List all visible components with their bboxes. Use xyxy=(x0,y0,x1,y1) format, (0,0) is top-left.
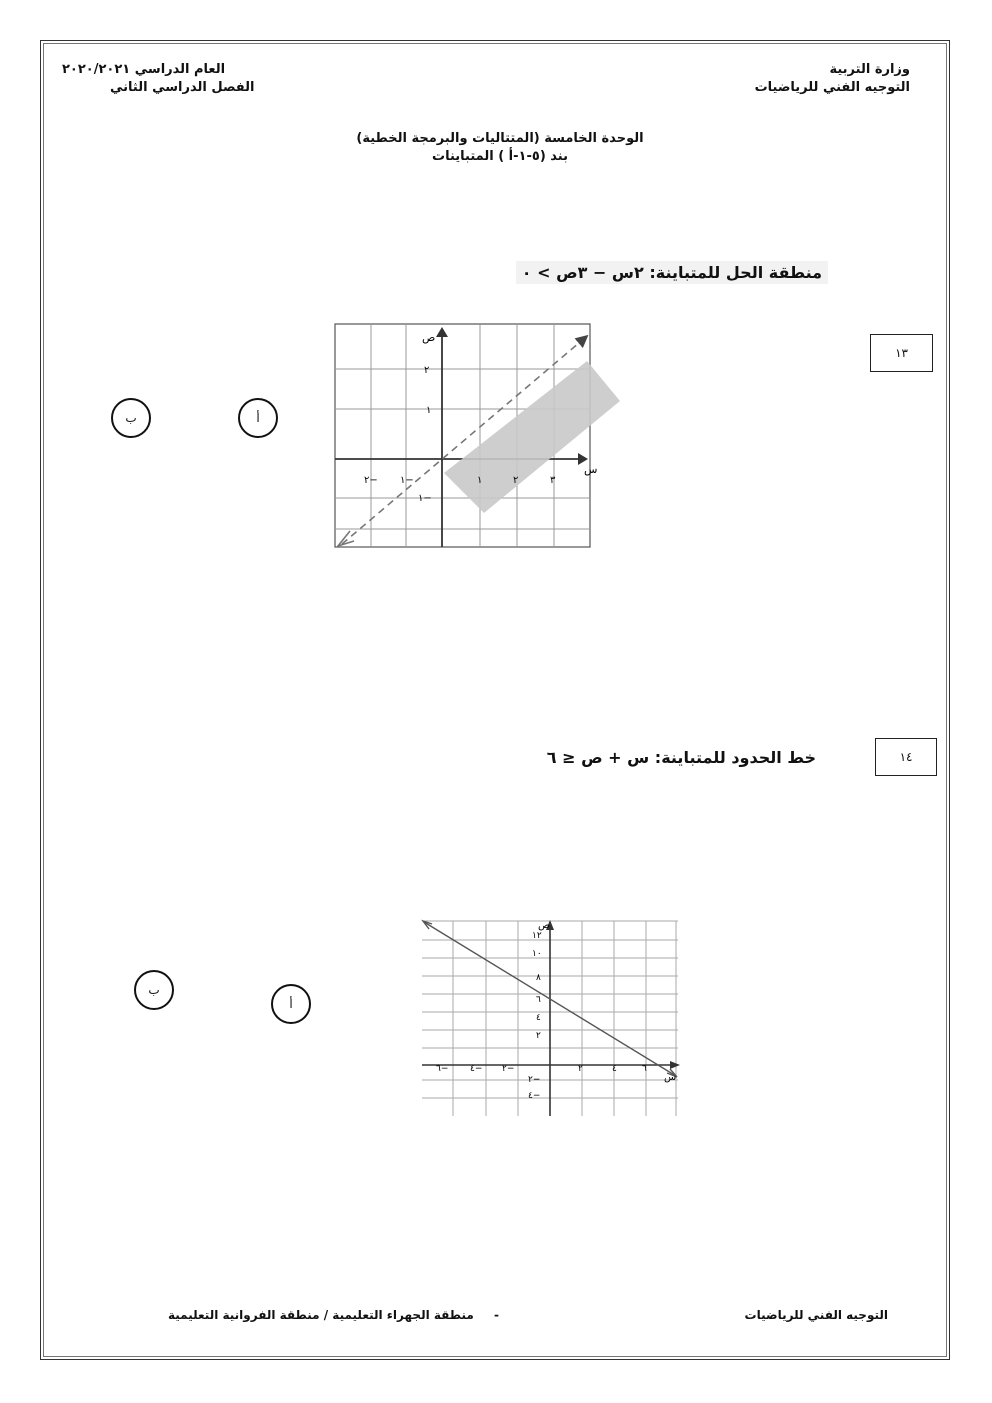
q14-number-box xyxy=(875,738,937,776)
ministry-name: وزارة التربية xyxy=(829,62,910,77)
q13-x-tick: ١− xyxy=(400,475,414,486)
school-year: العام الدراسي ٢٠٢٠/٢٠٢١ xyxy=(62,62,226,77)
q13-choice-b-label: ب xyxy=(125,411,137,425)
page-border-inner xyxy=(43,43,947,1357)
q14-graph xyxy=(420,918,682,1116)
q13-y-axis-label: ص xyxy=(422,331,436,344)
q13-y-tick: ١− xyxy=(418,493,432,504)
footer-separator: - xyxy=(494,1308,499,1322)
q13-x-tick: ١ xyxy=(477,475,483,486)
q14-x-tick: ٤− xyxy=(470,1064,483,1074)
q14-prompt: خط الحدود للمتباينة: س + ص ≤ ٦ xyxy=(546,748,816,767)
q13-choice-b[interactable] xyxy=(111,398,151,438)
q14-line-arrow-icon xyxy=(423,921,432,929)
q14-x-tick: ٤ xyxy=(612,1064,617,1074)
q14-choice-b[interactable] xyxy=(134,970,174,1010)
q13-number-box xyxy=(870,334,933,372)
q13-x-axis-label: س xyxy=(584,463,598,476)
q14-y-tick: ٤− xyxy=(528,1091,541,1101)
footer-regions: منطقة الجهراء التعليمية / منطقة الفروانية التعليمية xyxy=(168,1308,474,1322)
q13-choice-a-label: أ xyxy=(256,411,260,425)
footer-department: التوجيه الفني للرياضيات xyxy=(744,1308,888,1322)
q13-choice-a[interactable] xyxy=(238,398,278,438)
q14-x-arrow-icon xyxy=(670,1061,680,1069)
q14-y-tick: ٢ xyxy=(536,1031,541,1041)
q14-number: ١٤ xyxy=(899,750,913,764)
q14-y-axis-label: ص xyxy=(538,920,551,931)
q14-y-tick: ١٢ xyxy=(532,931,542,941)
q14-choice-b-label: ب xyxy=(148,983,160,997)
q13-x-tick: ٢ xyxy=(513,475,519,486)
q14-y-tick: ٦ xyxy=(536,995,541,1005)
q14-x-tick: ٢ xyxy=(578,1064,583,1074)
q14-x-tick: ٦− xyxy=(436,1064,449,1074)
q14-y-tick: ١٠ xyxy=(532,949,542,959)
q13-number: ١٣ xyxy=(895,346,908,360)
q13-prompt: منطقة الحل للمتباينة: ٢س − ٣ص > ٠ xyxy=(516,261,828,284)
q14-choice-a-label: أ xyxy=(289,997,293,1011)
q13-graph xyxy=(334,323,624,549)
q14-y-tick: ٢− xyxy=(528,1075,541,1085)
q14-x-axis-label: س xyxy=(664,1072,677,1083)
q14-x-tick: ٢− xyxy=(502,1064,515,1074)
semester: الفصل الدراسي الثاني xyxy=(110,80,255,95)
q14-y-tick: ٤ xyxy=(536,1013,541,1023)
department-name: التوجيه الفني للرياضيات xyxy=(754,80,910,95)
q13-y-tick: ٢ xyxy=(424,365,430,376)
q14-y-tick: ٨ xyxy=(536,973,541,983)
section-title: بند (٥-١-أ ) المتباينات xyxy=(432,149,568,164)
q13-x-tick: ٢− xyxy=(364,475,378,486)
unit-title: الوحدة الخامسة (المتتاليات والبرمجة الخطية) xyxy=(356,131,644,146)
q14-x-tick: ٦ xyxy=(642,1064,647,1074)
q13-y-tick: ١ xyxy=(426,405,432,416)
q13-x-tick: ٣ xyxy=(550,475,556,486)
q14-choice-a[interactable] xyxy=(271,984,311,1024)
